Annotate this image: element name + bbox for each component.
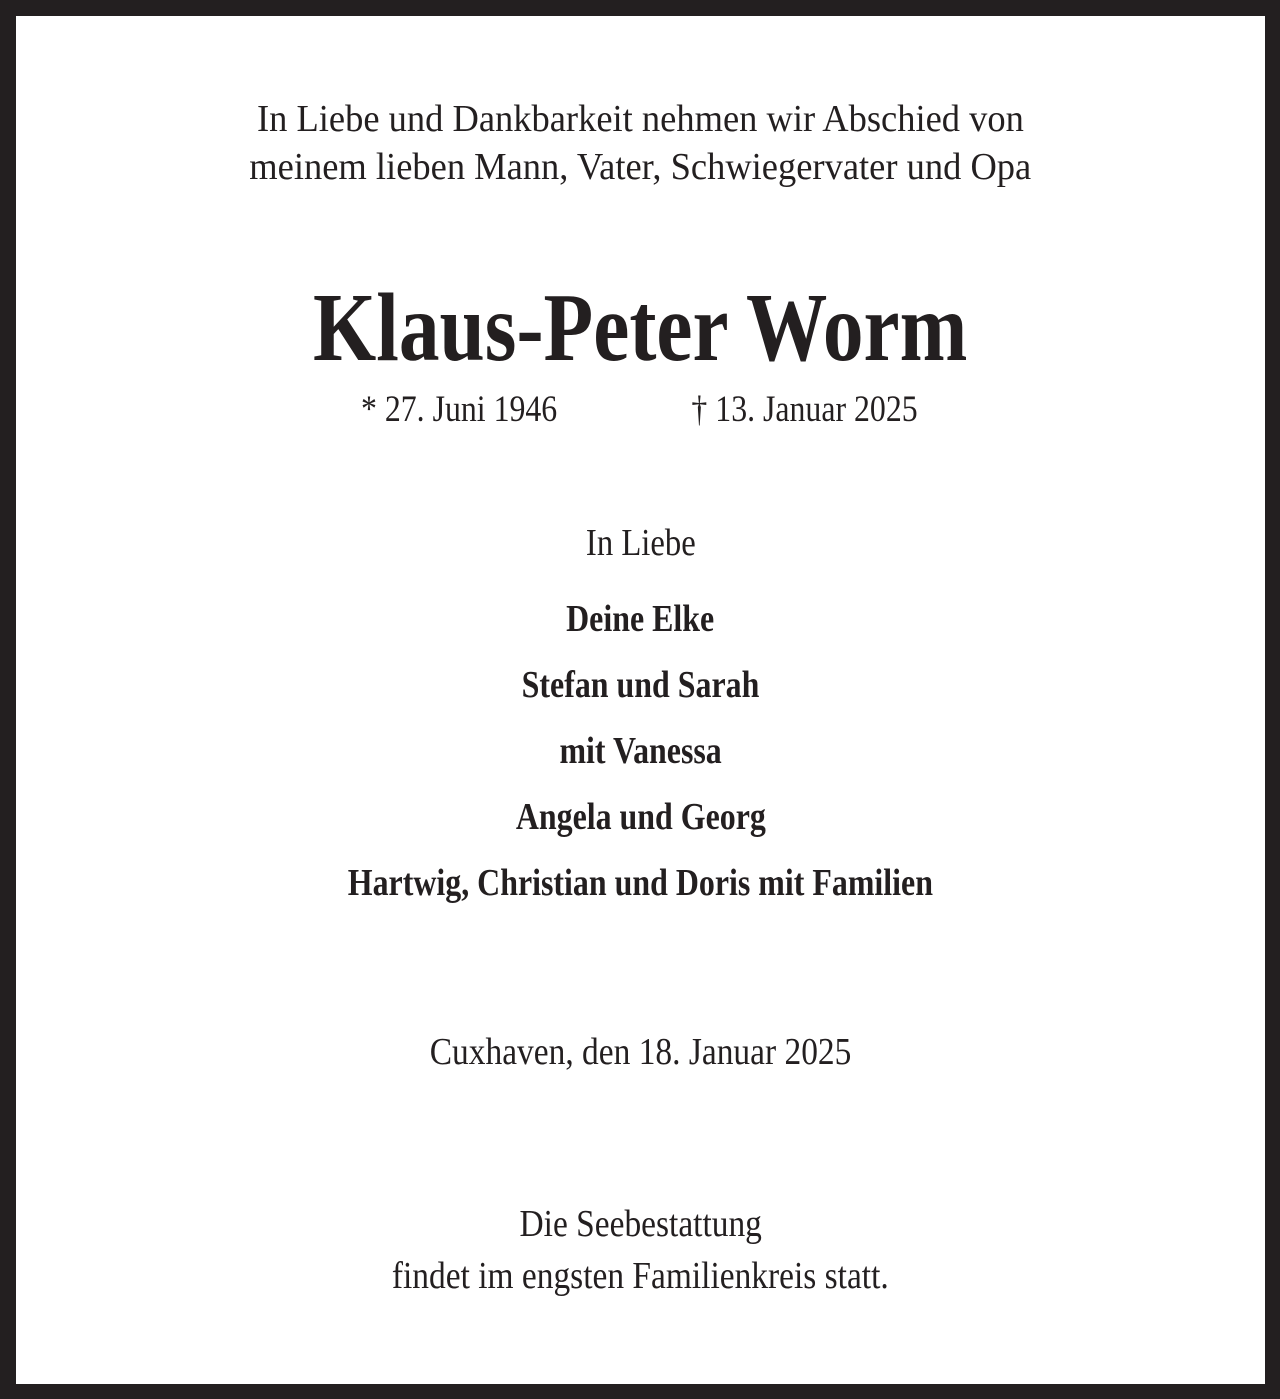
burial-note-line-2: findet im engsten Familienkreis statt. (392, 1255, 889, 1297)
birth-date: * 27. Juni 1946 (360, 389, 558, 430)
mourner-line: Deine Elke (566, 598, 715, 640)
obituary-notice (16, 16, 1265, 1384)
deceased-name: Klaus-Peter Worm (313, 274, 968, 382)
death-date: † 13. Januar 2025 (691, 389, 918, 430)
place-and-date: Cuxhaven, den 18. Januar 2025 (429, 1031, 852, 1073)
burial-note-line-1: Die Seebestattung (519, 1203, 762, 1245)
farewell-line: In Liebe (585, 522, 696, 564)
intro-line-2: meinem lieben Mann, Vater, Schwiegervater und Opa (249, 146, 1032, 188)
mourner-line: Stefan und Sarah (521, 664, 760, 706)
mourner-line: mit Vanessa (559, 730, 722, 772)
life-dates (16, 390, 1265, 430)
mourner-line: Hartwig, Christian und Doris mit Familien (347, 862, 934, 904)
mourner-line: Angela und Georg (515, 796, 766, 838)
intro-line-1: In Liebe und Dankbarkeit nehmen wir Abschied von (257, 98, 1024, 140)
